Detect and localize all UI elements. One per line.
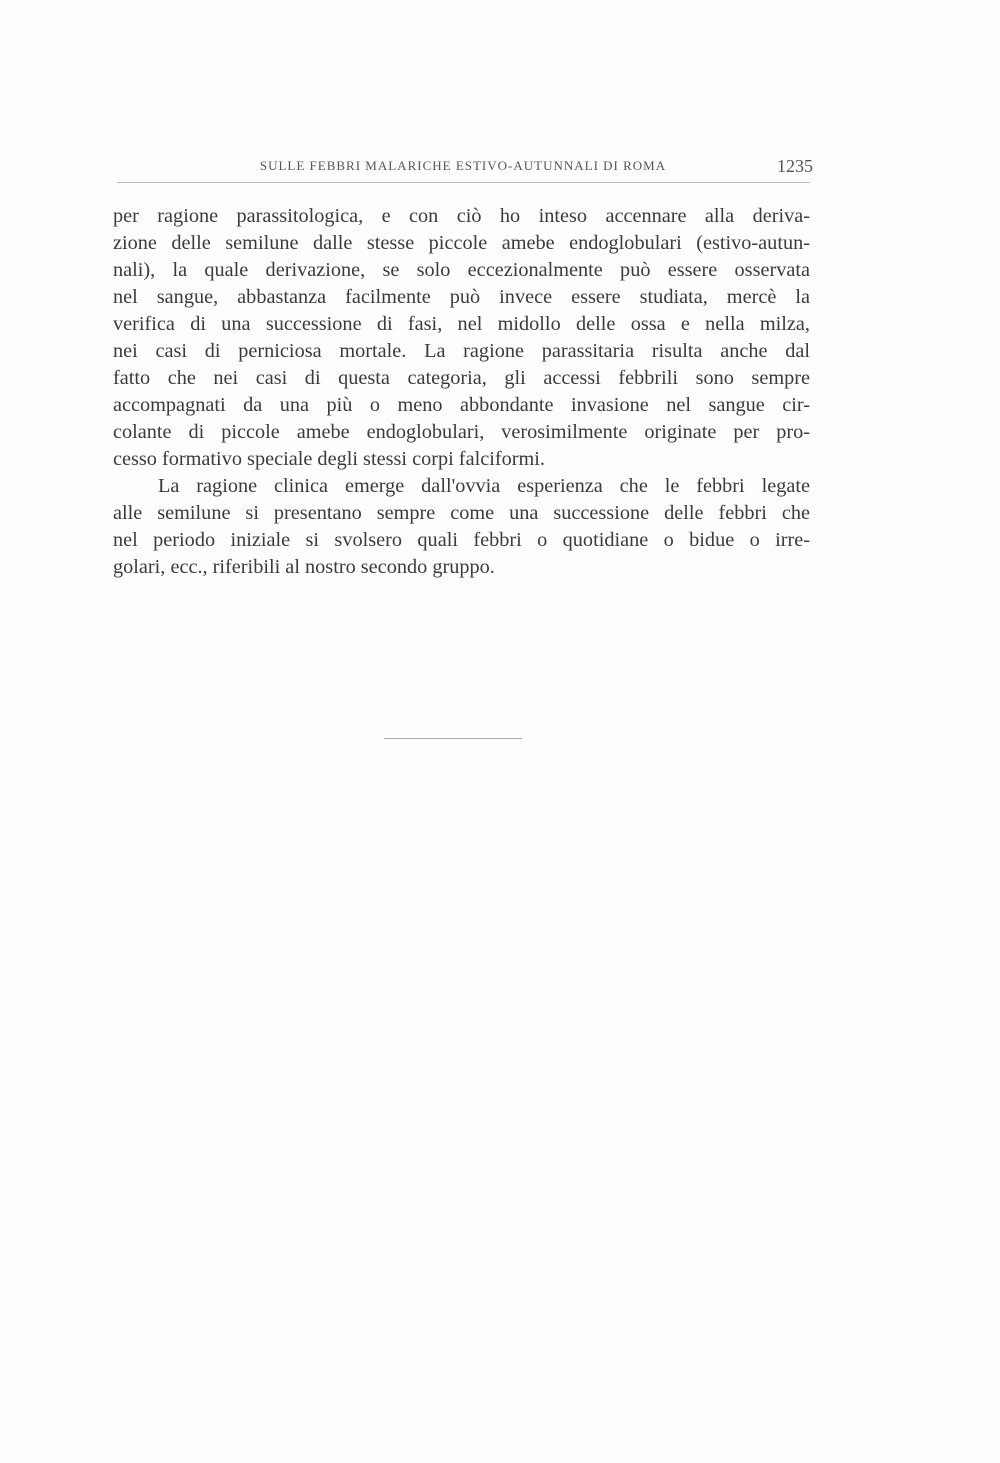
running-head — [113, 158, 813, 180]
text-line: colante di piccole amebe endoglobulari, verosimilmente originate per pro- — [113, 421, 810, 443]
text-line: La ragione clinica emerge dall'ovvia esperienza che le febbri legate — [158, 475, 810, 497]
text-line: zione delle semilune dalle stesse piccole amebe endoglobulari (estivo-autun- — [113, 232, 810, 254]
header-rule — [117, 182, 810, 183]
text-line: nel periodo iniziale si svolsero quali febbri o quotidiane o bidue o irre- — [113, 529, 810, 551]
text-line: fatto che nei casi di questa categoria, gli accessi febbrili sono sempre — [113, 367, 810, 389]
text-line: accompagnati da una più o meno abbondante invasione nel sangue cir- — [113, 394, 810, 416]
text-line: golari, ecc., riferibili al nostro secondo gruppo. — [113, 556, 495, 578]
end-rule — [384, 738, 522, 739]
text-line: alle semilune si presentano sempre come una successione delle febbri che — [113, 502, 810, 524]
text-line: nel sangue, abbastanza facilmente può invece essere studiata, mercè la — [113, 286, 810, 308]
text-line: nei casi di perniciosa mortale. La ragione parassitaria risulta anche dal — [113, 340, 810, 362]
paragraph-2 — [113, 473, 810, 581]
text-line: nali), la quale derivazione, se solo eccezionalmente può essere osservata — [113, 259, 810, 281]
text-line: cesso formativo speciale degli stessi corpi falciformi. — [113, 448, 545, 470]
text-line: verifica di una successione di fasi, nel midollo delle ossa e nella milza, — [113, 313, 810, 335]
page-number: 1235 — [777, 156, 813, 176]
body-text — [113, 203, 810, 581]
paragraph-1 — [113, 203, 810, 473]
running-title: SULLE FEBBRI MALARICHE ESTIVO-AUTUNNALI DI ROMA — [259, 158, 667, 173]
text-line: per ragione parassitologica, e con ciò ho inteso accennare alla deriva- — [113, 205, 810, 227]
